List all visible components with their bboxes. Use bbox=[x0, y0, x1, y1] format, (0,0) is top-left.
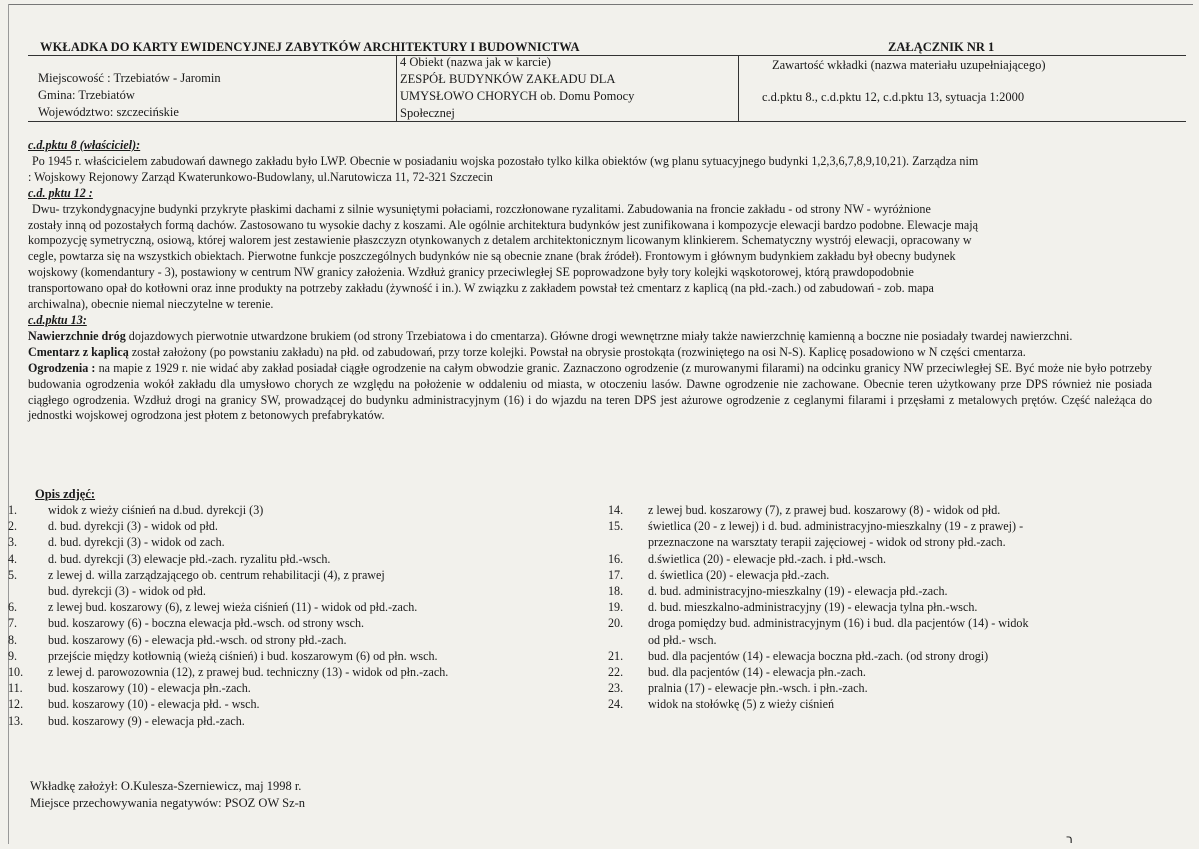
section-12-line: archiwalna), obecnie niemal nieczytelne w terenie. bbox=[28, 297, 274, 312]
scan-edge-top bbox=[8, 4, 1193, 5]
photo-item bbox=[8, 713, 568, 729]
photo-caption: z lewej bud. koszarowy (7), z prawej bud. koszarowy (8) - widok od płd. bbox=[648, 503, 1001, 517]
photo-item bbox=[608, 518, 1128, 550]
photo-caption: bud. koszarowy (10) - elewacja płn.-zach. bbox=[48, 681, 251, 696]
photo-item bbox=[608, 551, 1128, 567]
photo-number: 5. bbox=[8, 567, 18, 582]
photo-item bbox=[608, 583, 1128, 599]
section-12-line: cegle, powtarza się na wszystkich obiektach. Pierwotne funkcje poszczególnych budynków nie są obecnie znane (brak źródeł). Frontowym i głównym budynkiem zakładu był obecny budynek bbox=[28, 249, 956, 264]
photo-caption: bud. koszarowy (9) - elewacja płd.-zach. bbox=[48, 713, 245, 728]
location-voivodeship: Województwo: szczecińskie bbox=[38, 105, 179, 119]
photo-item bbox=[8, 502, 568, 518]
object-label: 4 Obiekt (nazwa jak w karcie) bbox=[400, 55, 551, 69]
photo-caption: widok z wieży ciśnień na d.bud. dyrekcji (3) bbox=[48, 503, 264, 517]
header-rule-top bbox=[28, 55, 1186, 56]
photo-item bbox=[608, 648, 1128, 664]
photo-caption: droga pomiędzy bud. administracyjnym (16) i bud. dla pacjentów (14) - widok bbox=[648, 616, 1029, 631]
photo-number: 16. bbox=[608, 551, 624, 566]
section-12-heading: c.d. pktu 12 : bbox=[28, 185, 93, 200]
roads-label: Nawierzchnie dróg bbox=[28, 328, 126, 343]
storage-line: Miejsce przechowywania negatywów: PSOZ OW Sz-n bbox=[30, 796, 306, 810]
header-rule-bottom bbox=[28, 121, 1186, 122]
section-12-line: transportowano opał do kotłowni oraz inne produkty na potrzeby zakładu (żywność i in.). W związku z zakładem powstał też cmentarz z kaplicą (na płd.-zach.) od zabudowań - zob. mapa bbox=[28, 281, 934, 296]
photo-caption-continued: bud. dyrekcji (3) - widok od płd. bbox=[48, 584, 206, 599]
photo-caption: d. świetlica (20) - elewacja płd.-zach. bbox=[648, 567, 830, 582]
photo-caption: pralnia (17) - elewacje płn.-wsch. i płn.-zach. bbox=[648, 681, 868, 696]
content-value: c.d.pktu 8., c.d.pktu 12, c.d.pktu 13, sytuacja 1:2000 bbox=[762, 90, 1025, 104]
section-8-line: Po 1945 r. właścicielem zabudowań dawnego zakładu było LWP. Obecnie w posiadaniu wojska pozostało tylko kilka obiektów (wg planu sytuacyjnego budynki 1,2,3,6,7,8,9,10,21). Zarządza nim bbox=[32, 153, 979, 168]
photo-caption: z lewej d. willa zarządzającego ob. centrum rehabilitacji (4), z prawej bbox=[48, 567, 385, 582]
section-12-line: Dwu- trzykondygnacyjne budynki przykryte płaskimi dachami z silnie wysuniętymi połaciami, rozczłonowane ryzalitami. Zabudowania na froncie zakładu - od strony NW - wyróżnione bbox=[32, 201, 931, 216]
photo-caption: świetlica (20 - z lewej) i d. bud. administracyjno-mieszkalny (19 - z prawej) - bbox=[648, 519, 1024, 534]
photo-number: 20. bbox=[608, 616, 624, 631]
photo-item bbox=[8, 615, 568, 631]
photo-item bbox=[8, 567, 568, 599]
photos-list-left bbox=[8, 502, 568, 729]
photo-number: 1. bbox=[8, 503, 18, 517]
form-title: WKŁADKA DO KARTY EWIDENCYJNEJ ZABYTKÓW ARCHITEKTURY I BUDOWNICTWA bbox=[40, 40, 580, 54]
photo-caption: d. bud. dyrekcji (3) - widok od płd. bbox=[48, 519, 218, 534]
photo-caption: przejście między kotłownią (wieżą ciśnień) i bud. koszarowym (6) od płn. wsch. bbox=[48, 648, 438, 663]
photo-number: 11. bbox=[8, 681, 23, 696]
object-name-line2: UMYSŁOWO CHORYCH ob. Domu Pomocy bbox=[400, 89, 635, 103]
handwritten-mark: ר bbox=[1066, 832, 1073, 846]
section-12-line: kompozycję symetryczną, osiową, której walorem jest zestawienie płaszczyzn otynkowanych z detalem architektonicznym licowanym klinkierem. Schematyczny wystrój elewacji, opracowany w bbox=[28, 233, 972, 248]
photo-number: 7. bbox=[8, 616, 18, 631]
photo-item bbox=[8, 648, 568, 664]
photo-item bbox=[608, 615, 1128, 647]
photo-item bbox=[608, 696, 1128, 712]
photo-item bbox=[8, 518, 568, 534]
photo-item bbox=[8, 664, 568, 680]
photo-number: 24. bbox=[608, 697, 624, 712]
photo-number: 22. bbox=[608, 665, 624, 680]
photo-caption: z lewej bud. koszarowy (6), z lewej wieża ciśnień (11) - widok od płd.-zach. bbox=[48, 600, 418, 615]
photo-caption: bud. dla pacjentów (14) - elewacja płn.-zach. bbox=[648, 665, 866, 680]
photo-caption: d. bud. administracyjno-mieszkalny (19) - elewacja płd.-zach. bbox=[648, 584, 948, 599]
photo-item bbox=[8, 680, 568, 696]
photo-item bbox=[8, 534, 568, 550]
fences-label: Ogrodzenia : bbox=[28, 360, 96, 375]
photo-number: 18. bbox=[608, 584, 624, 599]
photo-item bbox=[608, 664, 1128, 680]
photo-caption: widok na stołówkę (5) z wieży ciśnień bbox=[648, 697, 835, 712]
author-line: Wkładkę założył: O.Kulesza-Szerniewicz, maj 1998 r. bbox=[30, 779, 302, 793]
photo-number: 19. bbox=[608, 600, 624, 615]
photo-number: 14. bbox=[608, 503, 624, 517]
photo-caption: bud. koszarowy (10) - elewacja płd. - wsch. bbox=[48, 697, 260, 712]
roads-text: dojazdowych pierwotnie utwardzone brukiem (od strony Trzebiatowa i do cmentarza). Główne drogi wewnętrzne miały także nawierzchnię kamienną a boczne nie posiadały twardej nawierzchni. bbox=[125, 328, 1073, 343]
photos-heading: Opis zdjęć: bbox=[35, 487, 96, 501]
footer bbox=[30, 778, 305, 812]
header-divider-2 bbox=[738, 55, 739, 121]
photo-number: 9. bbox=[8, 648, 18, 663]
header-divider-1 bbox=[396, 55, 397, 121]
cemetery-label: Cmentarz z kaplicą bbox=[28, 344, 129, 359]
content-label: Zawartość wkładki (nazwa materiału uzupełniającego) bbox=[772, 58, 1046, 72]
photo-item bbox=[8, 599, 568, 615]
section-8-line: : Wojskowy Rejonowy Zarząd Kwaterunkowo-Budowlany, ul.Narutowicza 11, 72-321 Szczecin bbox=[28, 169, 493, 184]
photo-caption: bud. koszarowy (6) - elewacja płd.-wsch. od strony płd.-zach. bbox=[48, 632, 347, 647]
object-name-line3: Społecznej bbox=[400, 106, 455, 120]
document-body bbox=[28, 138, 1152, 424]
photo-caption: bud. dla pacjentów (14) - elewacja boczna płd.-zach. (od strony drogi) bbox=[648, 648, 989, 663]
object-name-line1: ZESPÓŁ BUDYNKÓW ZAKŁADU DLA bbox=[400, 72, 616, 86]
photo-number: 3. bbox=[8, 535, 18, 550]
photo-number: 2. bbox=[8, 519, 18, 534]
photo-number: 17. bbox=[608, 567, 624, 582]
photo-caption: z lewej d. parowozownia (12), z prawej bud. techniczny (13) - widok od płn.-zach. bbox=[48, 665, 449, 680]
annex-number: ZAŁĄCZNIK NR 1 bbox=[888, 40, 995, 54]
roads-paragraph bbox=[28, 329, 1152, 345]
photo-number: 15. bbox=[608, 519, 624, 534]
photo-item bbox=[608, 599, 1128, 615]
photo-caption: d. bud. mieszkalno-administracyjny (19) - elewacja tylna płn.-wsch. bbox=[648, 600, 978, 615]
section-12-line: zostały inną od pozostałych formą dachów. Zastosowano tu wysokie dachy z koszami. Ale ogólnie architektura budynków jest zunifikowana i kompozycje elewacji bardzo podobne. Elewacje mają bbox=[28, 217, 978, 232]
photo-caption: d.świetlica (20) - elewacje płd.-zach. i płd.-wsch. bbox=[648, 551, 887, 566]
photo-caption: bud. koszarowy (6) - boczna elewacja płd.-wsch. od strony wsch. bbox=[48, 616, 365, 631]
photos-list-right bbox=[608, 502, 1128, 713]
location-town: Miejscowość : Trzebiatów - Jaromin bbox=[38, 71, 221, 85]
photo-caption-continued: od płd.- wsch. bbox=[648, 632, 717, 647]
photo-caption: d. bud. dyrekcji (3) elewacje płd.-zach. ryzalitu płd.-wsch. bbox=[48, 551, 331, 566]
photo-item bbox=[8, 696, 568, 712]
photo-item bbox=[608, 567, 1128, 583]
cemetery-paragraph bbox=[28, 345, 1152, 361]
photo-number: 21. bbox=[608, 648, 624, 663]
photo-number: 23. bbox=[608, 681, 624, 696]
fences-paragraph bbox=[28, 361, 1152, 425]
photo-number: 10. bbox=[8, 665, 24, 680]
photo-number: 8. bbox=[8, 632, 18, 647]
section-8-heading: c.d.pktu 8 (właściciel): bbox=[28, 138, 141, 152]
photo-number: 12. bbox=[8, 697, 24, 712]
photo-caption-continued: przeznaczone na warsztaty terapii zajęciowej - widok od strony płd.-zach. bbox=[648, 535, 1006, 550]
photo-number: 13. bbox=[8, 713, 24, 728]
photo-item bbox=[8, 632, 568, 648]
photo-number: 4. bbox=[8, 551, 18, 566]
fences-text: na mapie z 1929 r. nie widać aby zakład posiadał ciągłe ogrodzenie na całym obwodzie granic. Zaznaczono ogrodzenie (z murowanymi filarami) na odcinku granicy NW przeciwległej SE. Być może nie było potrzeby budowania ogrodzenia wokół zakładu dla umysłowo chorych ze względu na położenie w oddaleniu od miasta, w otoczeniu lasów. Dawne ogrodzenie nie zachowane. Obecnie teren użytkowany prze DPS również nie posiada ciągłego ogrodzenia. Wzdłuż drogi na granicy SW, prowadzącej do budynku administracyjnym (16) i do wjazdu na teren DPS jest ażurowe ogrodzenie z ceglanymi filarami i przęsłami z metalowych prętów. Część należąca do jednostki wojskowej ogrodzona jest płotem z betonowych prefabrykatów. bbox=[28, 360, 1153, 423]
cemetery-text: został założony (po powstaniu zakładu) na płd. od zabudowań, przy torze kolejki. Powstał na obrysie prostokąta (rozwiniętego na osi N-S). Kaplicę posadowiono w N części cmentarza. bbox=[128, 344, 1026, 359]
section-12-line: wojskowy (komendantury - 3), postawiony w centrum NW granicy założenia. Wzdłuż granicy przeciwległej SE poprowadzone były tory kolejki wąskotorowej, którą prawdopodobnie bbox=[28, 265, 914, 280]
photo-item bbox=[608, 680, 1128, 696]
location-commune: Gmina: Trzebiatów bbox=[38, 88, 135, 102]
section-13-heading: c.d.pktu 13: bbox=[28, 312, 87, 327]
photo-item bbox=[8, 551, 568, 567]
photo-item bbox=[608, 502, 1128, 518]
photo-number: 6. bbox=[8, 600, 18, 615]
photo-caption: d. bud. dyrekcji (3) - widok od zach. bbox=[48, 535, 225, 550]
